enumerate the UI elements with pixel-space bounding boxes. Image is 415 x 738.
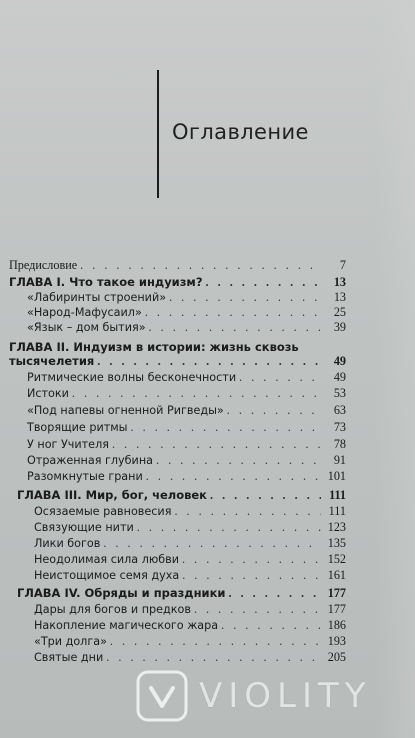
toc-leader-dots xyxy=(182,552,321,567)
toc-entry-page: 177 xyxy=(327,602,346,616)
toc-section xyxy=(34,504,346,519)
toc-leader-dots xyxy=(103,536,321,551)
toc-entry-page: 205 xyxy=(327,650,346,664)
toc-entry-page: 73 xyxy=(333,420,346,434)
toc-leader-dots xyxy=(131,420,321,435)
toc-section xyxy=(27,320,346,335)
toc-entry-label: Связующие нити xyxy=(34,521,134,534)
toc-leader-dots xyxy=(174,504,321,519)
toc-chapter-3 xyxy=(17,488,346,503)
violity-logo-icon xyxy=(135,669,189,723)
toc-entry-page: 49 xyxy=(333,370,346,384)
toc-leader-dots xyxy=(72,386,321,401)
toc-entry-page: 186 xyxy=(327,618,346,632)
toc-section xyxy=(27,386,346,401)
toc-section xyxy=(34,602,346,617)
toc-section xyxy=(27,420,346,435)
toc-entry-label: Истоки xyxy=(27,387,69,400)
toc-entry-page: 63 xyxy=(333,403,346,417)
toc-section xyxy=(27,305,346,320)
toc-entry-label: ГЛАВА III. Мир, бог, человек xyxy=(17,488,207,502)
toc-entry-page: 13 xyxy=(333,275,346,289)
toc-leader-dots xyxy=(80,258,321,273)
toc-entry-label: «Под напевы огненной Ригведы» xyxy=(27,404,224,417)
toc-entry-page: 53 xyxy=(333,386,346,400)
toc-entry-label: Накопление магического жара xyxy=(34,619,219,632)
toc-section xyxy=(34,520,346,535)
toc-entry-label: Дары для богов и предков xyxy=(34,603,191,616)
toc-entry-label: «Три долга» xyxy=(34,635,107,648)
toc-entry-page: 78 xyxy=(333,437,346,451)
toc-section xyxy=(27,290,346,305)
toc-entry-label: Предисловие xyxy=(9,258,78,272)
toc-leader-dots xyxy=(194,602,321,617)
toc-leader-dots xyxy=(169,290,321,305)
toc-section xyxy=(34,634,346,649)
toc-entry-page: 123 xyxy=(327,520,346,534)
toc-entry-label: У ног Учителя xyxy=(27,438,109,451)
toc-leader-dots xyxy=(227,403,321,418)
toc-entry-page: 152 xyxy=(327,552,346,566)
toc-section xyxy=(34,552,346,567)
watermark-text: VIOLITY xyxy=(199,676,372,716)
toc-entry-page: 101 xyxy=(327,469,346,483)
toc-entry-page: 49 xyxy=(333,354,346,368)
toc-entry-page: 177 xyxy=(327,586,346,600)
toc-section xyxy=(27,453,346,468)
toc-entry-label: Разомкнутые грани xyxy=(27,470,143,483)
toc-leader-dots xyxy=(206,275,322,290)
page-title: Оглавление xyxy=(172,120,309,144)
toc-entry-page: 25 xyxy=(333,305,346,319)
toc-entry-label: Неистощимое семя духа xyxy=(34,569,180,582)
toc-entry-page: 193 xyxy=(327,634,346,648)
toc-section xyxy=(27,403,346,418)
toc-entry-page: 13 xyxy=(333,290,346,304)
toc-leader-dots xyxy=(149,320,321,335)
watermark xyxy=(135,666,415,726)
toc-entry-label: тысячелетия xyxy=(9,354,95,368)
toc-leader-dots xyxy=(106,650,321,665)
toc-entry-label: «Лабиринты строений» xyxy=(27,291,167,304)
toc-leader-dots xyxy=(210,488,321,503)
toc-section xyxy=(27,437,346,452)
toc-entry-label: «Народ-Мафусаил» xyxy=(27,306,142,319)
toc-entry-label: Ритмические волны бесконечности xyxy=(27,371,237,384)
toc-entry-page: 91 xyxy=(333,453,346,467)
toc-entry-page: 161 xyxy=(327,568,346,582)
toc-leader-dots xyxy=(145,305,321,320)
toc-section xyxy=(34,568,346,583)
toc-entry-page: 111 xyxy=(329,488,346,502)
toc-entry-label: Отраженная глубина xyxy=(27,454,154,467)
toc-section xyxy=(27,370,346,385)
toc-leader-dots xyxy=(156,453,321,468)
toc-entry-page: 39 xyxy=(333,320,346,334)
toc-entry-label: ГЛАВА IV. Обряды и праздники xyxy=(17,586,226,600)
toc-entry-label: Осязаемые равновесия xyxy=(34,505,172,518)
toc-entry-label: Неодолимая сила любви xyxy=(34,553,180,566)
toc-entry-page: 111 xyxy=(328,504,346,518)
toc-entry-label: Святые дни xyxy=(34,651,104,664)
toc-leader-dots xyxy=(110,634,321,649)
toc-leader-dots xyxy=(182,568,321,583)
toc-entry-page: 135 xyxy=(327,536,346,550)
toc-section xyxy=(34,618,346,633)
toc-leader-dots xyxy=(146,469,321,484)
toc-chapter-2-title: ГЛАВА II. Индуизм в истории: жизнь сквозь xyxy=(9,340,299,354)
toc-leader-dots xyxy=(137,520,321,535)
toc-leader-dots xyxy=(112,437,321,452)
toc-entry-label: ГЛАВА I. Что такое индуизм? xyxy=(9,275,203,289)
toc-section xyxy=(34,536,346,551)
toc-entry-label: Творящие ритмы xyxy=(27,421,128,434)
toc-chapter-1 xyxy=(9,275,346,290)
toc-entry-page: 7 xyxy=(339,258,346,272)
toc-chapter-2 xyxy=(9,354,346,369)
toc-leader-dots xyxy=(239,370,321,385)
toc-leader-dots xyxy=(228,586,321,601)
toc-entry-preface xyxy=(9,258,346,273)
toc-entry-label: Лики богов xyxy=(34,537,101,550)
toc-entry-label: «Язык – дом бытия» xyxy=(27,321,146,334)
toc-leader-dots xyxy=(221,618,321,633)
toc-section xyxy=(34,650,346,665)
toc-leader-dots xyxy=(97,354,321,369)
toc-section xyxy=(27,469,346,484)
toc-chapter-4 xyxy=(17,586,346,601)
